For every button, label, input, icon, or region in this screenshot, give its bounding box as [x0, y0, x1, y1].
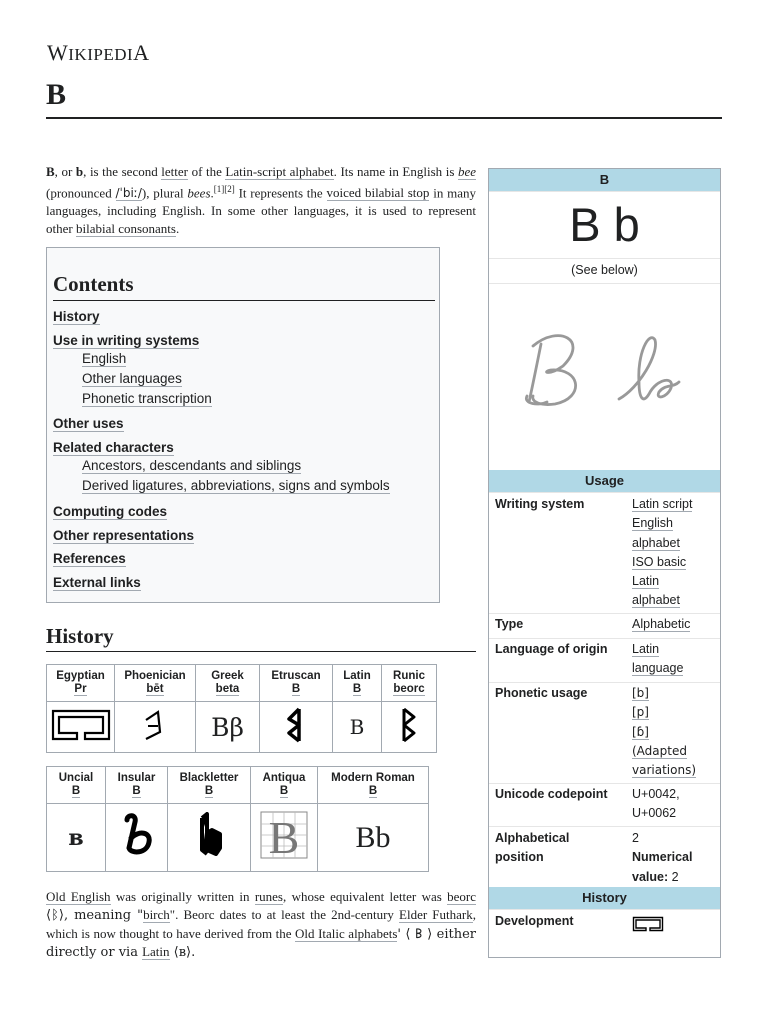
header-sub-link[interactable]: B	[132, 785, 141, 797]
toc-item-label: Computing codes	[53, 504, 167, 519]
intro-text: , or	[54, 164, 76, 179]
page-title: B	[46, 78, 67, 111]
blackletter-b-glyph-icon	[194, 812, 224, 858]
link-voiced-bilabial-stop[interactable]: voiced bilabial stop	[326, 184, 430, 200]
infobox-key-line: Alphabetical	[495, 831, 570, 845]
infobox-header: B	[489, 169, 720, 191]
toc-item-other-languages[interactable]	[82, 371, 182, 386]
letter-evolution-table-1	[46, 664, 437, 753]
header-sub	[251, 785, 317, 798]
infobox-value-unicode	[632, 785, 680, 824]
para-text: , whose equivalent letter was	[283, 889, 448, 904]
unicode-lower: U+0062	[632, 806, 677, 821]
egyptian-glyph[interactable]	[47, 702, 115, 753]
intro-bold-b: b	[75, 164, 84, 179]
intro-text: in many languages, including English. In some other languages, it is used to represent other	[46, 184, 477, 236]
letter-evolution-table-2	[46, 766, 429, 872]
infobox-key: Unicode codepoint	[495, 787, 608, 801]
header-name: Greek	[211, 670, 244, 682]
infobox-key: Phonetic usage	[495, 686, 588, 700]
blackletter-glyph[interactable]	[168, 804, 251, 872]
toc-item-label: Derived ligatures, abbreviations, signs and symbols	[82, 478, 390, 493]
modern-roman-glyph[interactable]	[318, 804, 429, 872]
etruscan-b-glyph-icon	[283, 707, 309, 743]
para-text: ⟨ᛒ⟩, meaning "	[46, 908, 144, 924]
link-latin[interactable]: Latin	[142, 943, 170, 959]
header-sub-link[interactable]: B	[368, 785, 378, 797]
header-sub	[47, 683, 114, 696]
infobox-key: Development	[495, 914, 574, 928]
link-runes[interactable]: runes	[254, 889, 283, 904]
header-name: Runic	[393, 670, 425, 682]
toc-item-other-uses[interactable]	[53, 416, 124, 431]
toc-item-english[interactable]	[82, 351, 126, 366]
header-sub-link[interactable]: B	[71, 785, 81, 797]
latin-glyph[interactable]	[333, 702, 382, 753]
column-header-latin	[333, 665, 382, 702]
column-header-phoenician	[115, 665, 196, 702]
table-of-contents	[46, 247, 440, 603]
link-birch[interactable]: birch	[143, 907, 170, 923]
header-name: Phoenician	[124, 670, 186, 682]
header-sub-link[interactable]: B	[291, 683, 301, 695]
header-sub-link[interactable]: bēt	[146, 683, 164, 695]
toc-item-use-in-writing-systems[interactable]	[53, 333, 199, 348]
link-ipa-implosive[interactable]: [ɓ]	[632, 724, 649, 739]
toc-item-label: Ancestors, descendants and siblings	[82, 458, 302, 473]
header-sub-link[interactable]: beorc	[393, 683, 425, 695]
reference-link[interactable]: [1][2]	[213, 183, 235, 194]
para-text: ". Beorc dates to at least the 2nd-century	[169, 907, 400, 923]
latin-b-text: B	[349, 715, 365, 739]
link-letter[interactable]: letter	[161, 164, 188, 179]
header-sub	[115, 683, 195, 696]
infobox-row-phonetic	[489, 682, 720, 783]
history-paragraph	[46, 888, 476, 961]
toc-item-history[interactable]	[53, 309, 100, 324]
intro-text: , is the second	[83, 164, 162, 179]
infobox-value-development[interactable]	[632, 916, 664, 938]
infobox-cursive-row	[489, 283, 720, 471]
infobox-history-header: History	[489, 887, 720, 909]
title-divider	[46, 117, 722, 119]
link-adapted-variations[interactable]: (Adapted	[632, 743, 687, 758]
section-divider	[46, 651, 476, 652]
header-sub	[168, 785, 250, 798]
column-header-uncial	[47, 767, 106, 804]
bees-word: bees	[187, 184, 211, 200]
phoenician-bet-glyph-icon	[140, 708, 170, 742]
intro-text: .	[210, 184, 214, 200]
link-bilabial-consonants[interactable]: bilabial consonants	[75, 220, 176, 236]
toc-title: Contents	[53, 272, 134, 296]
header-name: Insular	[117, 772, 156, 784]
toc-item-label: English	[82, 351, 127, 366]
intro-text: .	[175, 220, 180, 236]
infobox-see-below-row	[489, 258, 720, 283]
header-sub	[333, 683, 381, 696]
egyptian-house-glyph-icon	[632, 916, 664, 932]
column-header-modern-roman	[318, 767, 429, 804]
runic-glyph[interactable]	[382, 702, 437, 753]
toc-item-label: Other uses	[53, 416, 124, 431]
greek-beta-text: Bβ	[211, 712, 244, 742]
modern-roman-text: Bb	[355, 820, 391, 854]
link-old-italic-alphabets[interactable]: Old Italic alphabets	[295, 925, 398, 941]
toc-item-computing-codes[interactable]	[53, 504, 167, 519]
header-sub	[318, 785, 428, 798]
link-beorc[interactable]: beorc	[447, 889, 476, 904]
link-latin-alphabet[interactable]: Latin-script alphabet	[225, 164, 334, 179]
intro-text: of the	[188, 164, 226, 179]
infobox-value-alphabetical	[632, 829, 692, 887]
infobox-value-phonetic	[632, 684, 696, 780]
intro-text: (pronounced	[46, 184, 116, 200]
section-heading-history: History	[46, 624, 114, 648]
infobox-value-writing-system	[632, 495, 692, 611]
toc-item-phonetic-transcription[interactable]	[82, 391, 212, 406]
toc-item-label: Related characters	[53, 440, 174, 455]
link-old-english[interactable]: Old English	[46, 889, 111, 904]
infobox-key: Writing system	[495, 497, 585, 511]
column-header-greek	[196, 665, 260, 702]
infobox-key: Type	[495, 617, 524, 631]
header-name: Uncial	[58, 772, 94, 784]
intro-text: . Its name in English is	[333, 164, 458, 179]
header-name: Modern Roman	[331, 772, 415, 784]
header-name: Latin	[343, 670, 371, 682]
header-name: Antiqua	[262, 772, 306, 784]
toc-item-label: Phonetic transcription	[82, 391, 212, 406]
toc-item-label: Use in writing systems	[53, 333, 200, 348]
header-sub	[106, 785, 167, 798]
link-latin-language-2[interactable]: language	[632, 661, 684, 676]
para-text: was originally written in	[110, 889, 255, 904]
infobox	[488, 168, 721, 958]
intro-paragraph	[46, 163, 476, 237]
link-bee[interactable]	[458, 164, 476, 180]
infobox-see-below[interactable]: (See below)	[571, 263, 638, 277]
toc-item-references[interactable]	[53, 551, 126, 566]
link-ipa-p[interactable]: [p]	[632, 705, 649, 720]
toc-item-derived-ligatures[interactable]	[82, 478, 390, 493]
header-sub-link[interactable]: Pr	[74, 683, 87, 695]
toc-item-label: External links	[53, 575, 141, 590]
numerical-value-label: Numerical	[632, 850, 693, 865]
toc-item-external-links[interactable]	[53, 575, 141, 590]
uncial-glyph[interactable]	[47, 804, 106, 872]
logo-cap: W	[47, 40, 69, 65]
infobox-value-type	[632, 615, 690, 634]
link-elder-futhark[interactable]: Elder Futhark	[399, 907, 473, 923]
logo-small-caps: IKIPEDI	[68, 45, 134, 64]
bee-word: bee	[457, 164, 476, 179]
header-name: Etruscan	[271, 670, 321, 682]
alphabetical-position-value: 2	[632, 831, 639, 845]
link-ipa-b[interactable]: [b]	[632, 686, 649, 700]
intro-text: It represents the	[234, 184, 327, 200]
column-header-egyptian	[47, 665, 115, 702]
link-english-alphabet-2[interactable]: alphabet	[632, 535, 680, 550]
link-ipa[interactable]: /ˈbiː/	[115, 185, 142, 200]
insular-b-glyph-icon	[117, 812, 157, 858]
svg-text:B: B	[268, 812, 300, 860]
toc-item-label: Other languages	[82, 371, 182, 386]
header-sub	[382, 683, 436, 696]
header-sub-link[interactable]: B	[204, 785, 214, 797]
wikipedia-logo[interactable]	[47, 40, 150, 66]
phoenician-glyph[interactable]	[115, 702, 196, 753]
header-name: Blackletter	[179, 772, 239, 784]
insular-glyph[interactable]	[106, 804, 168, 872]
runic-beorc-glyph-icon	[398, 707, 420, 743]
infobox-row-language	[489, 638, 720, 682]
etruscan-glyph[interactable]	[260, 702, 333, 753]
infobox-row-unicode	[489, 783, 720, 826]
infobox-key-alphabetical	[495, 829, 569, 867]
infobox-key-line: position	[495, 850, 544, 864]
infobox-big-glyph: B b	[569, 198, 640, 251]
uncial-b-text: ʙ	[68, 824, 84, 851]
toc-item-other-representations[interactable]	[53, 528, 194, 543]
link-iso-basic-latin-2[interactable]: Latin	[632, 574, 660, 589]
infobox-row-alphabetical	[489, 826, 720, 887]
header-name: Egyptian	[56, 670, 105, 682]
egyptian-house-glyph-icon	[50, 708, 112, 742]
greek-glyph[interactable]	[196, 702, 260, 753]
infobox-usage-header: Usage	[489, 470, 720, 492]
toc-item-ancestors[interactable]	[82, 458, 301, 473]
column-header-runic	[382, 665, 437, 702]
column-header-blackletter	[168, 767, 251, 804]
unicode-upper: U+0042,	[632, 787, 680, 801]
header-sub	[47, 785, 105, 798]
column-header-etruscan	[260, 665, 333, 702]
header-sub-link[interactable]: beta	[215, 683, 240, 695]
link-iso-basic-latin-3[interactable]: alphabet	[632, 593, 680, 608]
numerical-value-label-2: value:	[632, 869, 669, 884]
infobox-row-type	[489, 613, 720, 638]
header-sub-link[interactable]: B	[352, 683, 362, 695]
infobox-key: Language of origin	[495, 642, 608, 656]
cursive-bb-image-icon[interactable]	[489, 284, 720, 471]
infobox-big-glyph-row	[489, 191, 720, 258]
antiqua-glyph[interactable]	[251, 804, 318, 872]
numerical-value: 2	[671, 869, 679, 884]
logo-end: A	[133, 40, 150, 65]
link-iso-basic-latin[interactable]: ISO basic	[632, 554, 687, 569]
header-sub-link[interactable]: B	[279, 785, 289, 797]
toc-item-label: References	[53, 551, 126, 566]
toc-item-related-characters[interactable]	[53, 440, 174, 455]
link-english-alphabet[interactable]: English	[632, 516, 673, 531]
infobox-row-development	[489, 909, 720, 958]
link-latin-script[interactable]: Latin script	[632, 497, 693, 511]
link-latin-language[interactable]: Latin	[632, 642, 660, 656]
infobox-value-language	[632, 640, 683, 679]
toc-divider	[53, 300, 435, 301]
intro-text: ), plural	[141, 184, 188, 200]
antiqua-b-construction-icon	[259, 810, 309, 860]
link-alphabetic[interactable]: Alphabetic	[632, 617, 691, 631]
para-text: ⟨ʙ⟩.	[169, 944, 196, 960]
toc-item-label: History	[53, 309, 100, 324]
toc-item-label: Other representations	[53, 528, 195, 543]
para-text: ' ⟨ 𐌁 ⟩ either directly or via	[46, 926, 476, 960]
header-sub	[196, 683, 259, 696]
link-adapted-variations-2[interactable]: variations)	[632, 763, 696, 778]
intro-bold-B: B	[46, 164, 55, 179]
para-text: , which is now thought to have derived from the	[46, 907, 476, 941]
header-sub	[260, 683, 332, 696]
column-header-antiqua	[251, 767, 318, 804]
infobox-row-writing-system	[489, 492, 720, 613]
column-header-insular	[106, 767, 168, 804]
